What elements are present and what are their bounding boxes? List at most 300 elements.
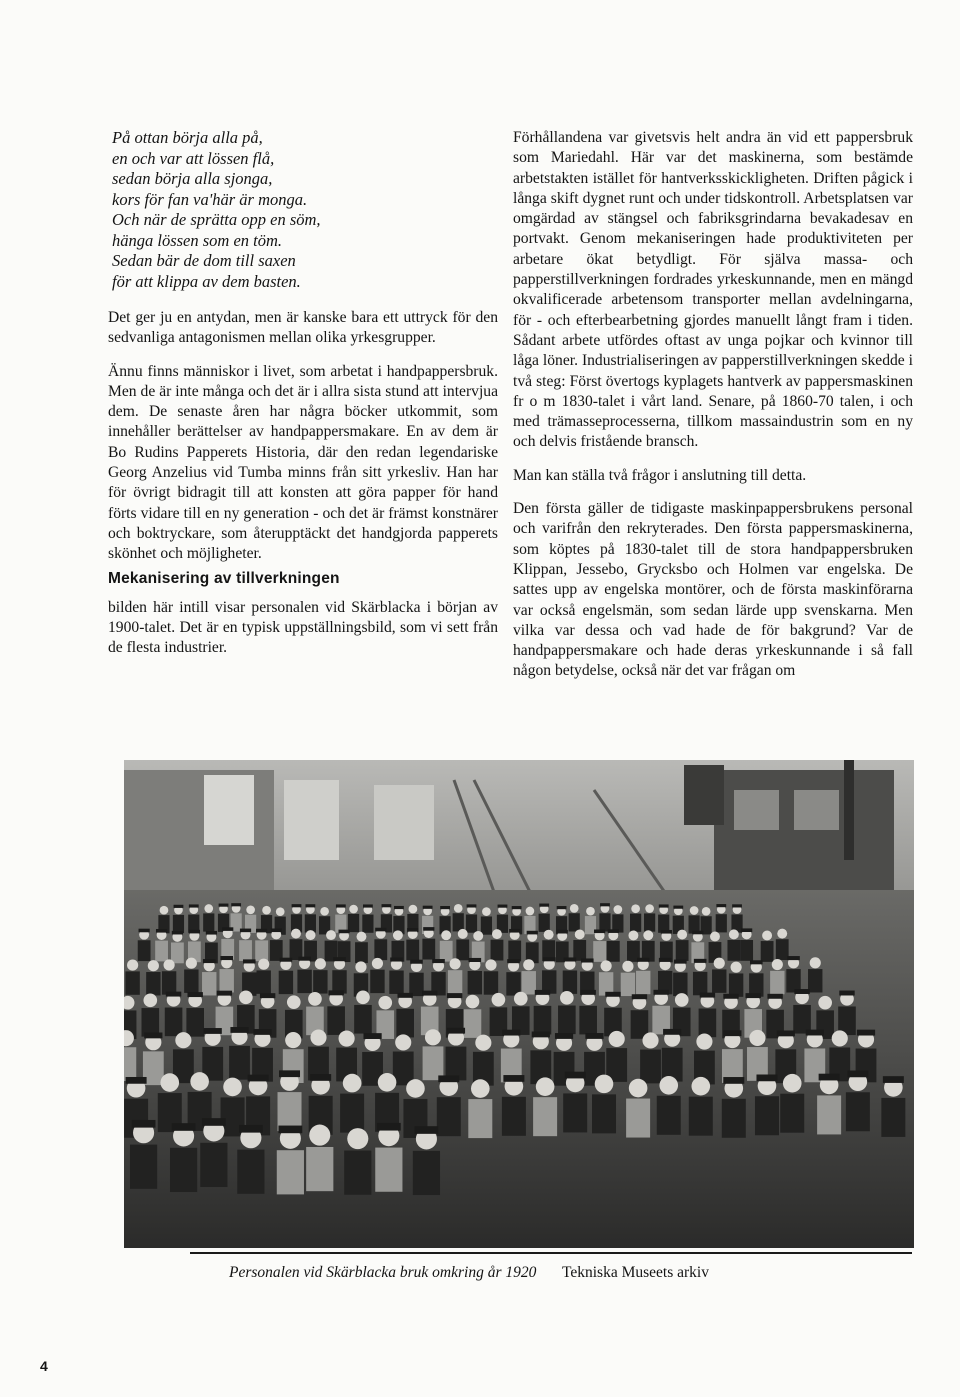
person-cap — [661, 930, 672, 934]
person-body — [202, 972, 216, 995]
body-paragraph: bilden här intill visar personalen vid Skärblacka i början av 1900-talet. Det är en typisk uppställningsbild, som vi sett från de flesta industrier. — [108, 598, 498, 657]
person-cap — [692, 931, 703, 935]
person-face — [357, 932, 367, 942]
person-cap — [700, 993, 715, 998]
person-body — [130, 1145, 157, 1189]
person-face — [425, 1029, 441, 1045]
person-cap — [750, 960, 763, 964]
person-cap — [280, 958, 293, 962]
person-cap — [581, 958, 594, 962]
person-face — [190, 1072, 209, 1091]
person-body — [533, 1097, 557, 1136]
person-face — [629, 1079, 648, 1098]
person-face — [441, 930, 451, 940]
person-cap — [172, 1123, 196, 1131]
person-cap — [382, 904, 392, 907]
person-face — [310, 1029, 326, 1045]
person-cap — [256, 929, 267, 933]
photo-caption — [229, 1264, 709, 1282]
person-face — [492, 993, 506, 1007]
person-face — [287, 995, 301, 1009]
person-face — [127, 960, 138, 971]
person-face — [315, 958, 326, 969]
person-body — [279, 971, 293, 994]
person-face — [262, 906, 271, 915]
person-body — [593, 941, 606, 962]
person-face — [160, 906, 169, 915]
person-cap — [206, 931, 217, 935]
person-cap — [144, 1032, 162, 1038]
person-body — [776, 939, 789, 960]
person-face — [731, 962, 742, 973]
person-face — [349, 905, 358, 914]
person-body — [491, 940, 504, 961]
person-cap — [172, 931, 183, 935]
person-cap — [467, 904, 477, 907]
person-cap — [527, 931, 538, 935]
person-cap — [305, 904, 315, 907]
person-face — [258, 959, 269, 970]
person-cap — [292, 904, 302, 907]
person-cap — [507, 959, 520, 963]
person-cap — [469, 958, 482, 962]
person-body — [184, 969, 198, 992]
person-body — [484, 971, 498, 994]
person-body — [446, 1047, 467, 1081]
left-column — [108, 128, 498, 672]
person-face — [148, 960, 159, 971]
person-body — [362, 915, 373, 933]
body-paragraph: Man kan ställa två frågor i anslutning till detta. — [513, 466, 807, 484]
person-cap — [174, 905, 184, 908]
person-face — [762, 930, 772, 940]
person-face — [514, 992, 528, 1006]
person-face — [485, 959, 496, 970]
poem-line: för att klippa av dem basten. — [112, 271, 301, 291]
person-body — [257, 970, 271, 993]
person-cap — [328, 990, 343, 995]
person-face — [406, 1079, 425, 1098]
person-cap — [756, 1075, 777, 1082]
person-cap — [271, 928, 282, 932]
person-cap — [397, 993, 412, 998]
body-paragraph: Den första gäller de tidigaste maskinpappersbrukens personal och varifrån den rekryterades. Den första pappersmaskinerna, som köptes på 1830-talet till de stora handpappersbruken Klippan, Jessebo, Grycksbo och Holmen var engelska. De sattes upp av engelska montörer, och de första maskinförarna var också engelsmän, som sedan lärde upp svenskarna. Men vilka var dessa och vad hade de för bakgrund? Var de handpappersmakare och hade deras yrkeskunnande i så fall någon betydelse, också när det var frågan om — [513, 500, 913, 680]
poem-line: Sedan bär de dom till saxen — [112, 251, 296, 270]
person-cap — [310, 1074, 331, 1081]
person-face — [691, 1077, 710, 1096]
caption-rule — [190, 1252, 912, 1254]
person-face — [343, 1074, 362, 1093]
person-cap — [637, 958, 650, 962]
person-face — [393, 930, 403, 940]
person-face — [523, 959, 534, 970]
person-cap — [673, 906, 683, 909]
person-cap — [557, 930, 568, 934]
person-body — [453, 913, 464, 931]
person-body — [786, 969, 800, 992]
person-cap — [166, 992, 181, 997]
person-face — [473, 931, 483, 941]
person-body — [599, 913, 610, 931]
poem-stanza-1 — [112, 128, 498, 210]
right-column — [513, 128, 913, 695]
person-body — [124, 1047, 136, 1081]
person-body — [162, 971, 176, 994]
person-cap — [608, 929, 619, 933]
person-face — [586, 907, 595, 916]
page-number: 4 — [40, 1358, 48, 1374]
person-face — [285, 1032, 301, 1048]
person-cap — [187, 992, 202, 997]
person-cap — [663, 1029, 681, 1035]
person-cap — [438, 1075, 459, 1082]
group-photograph — [124, 760, 914, 1248]
person-body — [464, 1009, 482, 1038]
body-paragraph: Ännu finns människor i livet, som arbetat i handpappersbruk. Men de är inte många och det är i allra sista stund att intervjua dem. De senaste åren har några böcker utkommit, som innehåller berättelser av handpappersmakare. En av dem är Bo Rudins Papperets Historia, där den redan legendariske Georg Anzelius vid Tumba minns från sitt yrkesliv. Han har för övrigt bidragit till att konsten att göra papper för hand förts vidare till en ny generation - och det är främst konstnärer och boktryckare, som återupptäckt det handgjorda papperets skönhet och möjligheter. — [108, 362, 498, 563]
person-body — [332, 970, 346, 993]
person-face — [783, 1074, 802, 1093]
person-body — [374, 939, 387, 960]
person-body — [761, 941, 774, 962]
person-cap — [231, 903, 241, 906]
person-cap — [189, 904, 199, 907]
person-face — [175, 1032, 191, 1048]
person-face — [475, 1035, 491, 1051]
person-cap — [407, 928, 418, 932]
person-face — [450, 958, 461, 969]
person-cap — [189, 930, 200, 934]
person-body — [569, 913, 580, 931]
person-cap — [819, 1074, 840, 1081]
person-cap — [564, 957, 577, 961]
person-body — [626, 1099, 650, 1138]
poem — [112, 128, 498, 292]
person-body — [466, 915, 477, 933]
person-body — [355, 942, 368, 963]
person-face — [622, 961, 633, 972]
person-body — [722, 1099, 746, 1138]
person-body — [229, 1046, 250, 1080]
person-body — [277, 1150, 304, 1194]
person-face — [306, 930, 316, 940]
person-cap — [219, 904, 229, 907]
person-cap — [543, 957, 556, 961]
person-cap — [230, 1027, 248, 1033]
person-cap — [203, 959, 216, 963]
person-cap — [394, 906, 404, 909]
person-cap — [674, 960, 687, 964]
person-body — [305, 914, 316, 932]
person-cap — [723, 994, 738, 999]
person-cap — [777, 1030, 795, 1036]
person-cap — [723, 1077, 744, 1084]
person-face — [372, 958, 383, 969]
person-face — [729, 929, 739, 939]
person-body — [203, 913, 214, 931]
person-body — [171, 942, 184, 963]
body-paragraph: Det ger ju en antydan, men är kanske bara ett uttryck för den sedvanliga antagonismen mellan olika yrkesgrupper. — [108, 309, 498, 347]
person-body — [506, 972, 520, 995]
person-cap — [745, 993, 760, 998]
person-body — [297, 970, 311, 993]
person-face — [482, 907, 491, 916]
person-face — [204, 904, 213, 913]
person-face — [544, 930, 554, 940]
person-cap — [694, 959, 707, 963]
person-cap — [217, 991, 232, 996]
person-body — [239, 940, 252, 961]
person-body — [313, 970, 327, 993]
person-face — [492, 929, 502, 939]
person-face — [276, 907, 285, 916]
poem-stanza-2 — [112, 210, 498, 292]
person-body — [186, 1008, 204, 1037]
person-body — [846, 1092, 870, 1131]
person-face — [326, 930, 336, 940]
person-body — [255, 940, 268, 961]
poem-line: en och var att lössen flå, — [112, 148, 275, 168]
person-cap — [555, 1033, 573, 1039]
person-face — [609, 1031, 625, 1047]
person-face — [818, 996, 832, 1010]
person-body — [592, 1094, 616, 1133]
person-face — [320, 907, 329, 916]
person-body — [770, 971, 784, 994]
person-face — [246, 905, 255, 914]
person-cap — [363, 1033, 381, 1039]
person-cap — [447, 993, 462, 998]
person-body — [396, 1009, 414, 1038]
person-body — [539, 914, 550, 932]
person-cap — [375, 928, 386, 932]
person-cap — [659, 904, 669, 907]
person-cap — [653, 990, 668, 995]
person-face — [536, 1077, 555, 1096]
person-cap — [132, 1120, 156, 1128]
person-body — [563, 970, 577, 993]
person-face — [702, 907, 711, 916]
person-body — [348, 914, 359, 932]
person-body — [468, 971, 482, 994]
person-body — [740, 940, 753, 961]
person-face — [378, 1073, 397, 1092]
person-face — [810, 957, 821, 968]
poem-line: Och när de sprätta opp en söm, — [112, 210, 321, 229]
person-body — [522, 971, 536, 994]
person-body — [502, 1097, 526, 1136]
person-cap — [202, 1118, 226, 1126]
person-body — [693, 972, 707, 995]
person-cap — [377, 1123, 401, 1131]
person-face — [471, 1079, 490, 1098]
poem-line: kors för fan va'här är monga. — [112, 189, 308, 209]
person-face — [772, 959, 783, 970]
person-body — [817, 1095, 841, 1134]
person-face — [659, 1076, 678, 1095]
person-body — [141, 1008, 159, 1037]
person-face — [601, 960, 612, 971]
person-cap — [600, 903, 610, 906]
person-cap — [204, 1028, 222, 1034]
person-body — [657, 1096, 681, 1135]
person-body — [716, 914, 727, 932]
person-body — [375, 1148, 402, 1192]
poem-line: På ottan börja alla på, — [112, 128, 263, 147]
person-cap — [794, 989, 809, 994]
person-body — [389, 971, 403, 994]
person-cap — [390, 957, 403, 961]
person-cap — [298, 957, 311, 961]
person-cap — [432, 959, 445, 963]
person-cap — [716, 904, 726, 907]
person-body — [808, 969, 822, 992]
person-body — [780, 1094, 804, 1133]
person-face — [777, 929, 787, 939]
person-face — [339, 1030, 355, 1046]
poem-line: hänga lössen som en töm. — [112, 230, 283, 250]
person-body — [644, 913, 655, 931]
person-cap — [532, 1032, 550, 1038]
person-cap — [239, 1125, 263, 1133]
person-body — [456, 939, 469, 960]
person-cap — [279, 1070, 300, 1077]
person-face — [223, 1078, 242, 1097]
person-body — [344, 1151, 371, 1195]
person-cap — [512, 906, 522, 909]
person-cap — [156, 929, 167, 933]
person-body — [699, 1009, 717, 1038]
person-face — [378, 996, 392, 1010]
caption-credit: Tekniska Museets arkiv — [561, 1264, 709, 1281]
person-body — [165, 1008, 183, 1037]
person-body — [558, 1006, 576, 1035]
person-body — [673, 973, 687, 996]
person-face — [714, 958, 725, 969]
person-face — [645, 904, 654, 913]
person-cap — [659, 958, 672, 962]
person-body — [508, 941, 521, 962]
person-cap — [535, 990, 550, 995]
person-body — [793, 1005, 811, 1034]
person-cap — [539, 904, 549, 907]
person-face — [560, 991, 574, 1005]
person-cap — [767, 994, 782, 999]
person-cap — [732, 904, 742, 907]
person-face — [595, 1075, 614, 1094]
person-body — [729, 973, 743, 996]
person-body — [173, 915, 184, 933]
person-cap — [220, 956, 233, 960]
person-face — [710, 931, 720, 941]
person-face — [570, 904, 579, 913]
person-body — [662, 1048, 683, 1082]
person-body — [440, 941, 453, 962]
person-cap — [222, 927, 233, 931]
person-body — [306, 1147, 333, 1191]
person-body — [437, 1097, 461, 1136]
person-body — [155, 941, 168, 962]
person-face — [347, 1128, 368, 1149]
person-body — [200, 1143, 227, 1187]
person-face — [631, 904, 640, 913]
person-body — [481, 916, 492, 934]
person-body — [563, 1093, 587, 1132]
person-face — [642, 1032, 658, 1048]
poem-line: sedan börja alla sjonga, — [112, 169, 273, 188]
person-body — [448, 970, 462, 993]
person-face — [186, 958, 197, 969]
person-body — [220, 969, 234, 992]
person-cap — [502, 1030, 520, 1036]
person-cap — [423, 906, 433, 909]
person-face — [454, 904, 463, 913]
person-cap — [509, 929, 520, 933]
person-cap — [363, 904, 373, 907]
person-body — [170, 1148, 197, 1192]
person-cap — [260, 993, 275, 998]
person-cap — [139, 929, 150, 933]
person-face — [356, 990, 370, 1004]
person-body — [579, 1006, 597, 1035]
person-cap — [605, 992, 620, 997]
person-body — [689, 1097, 713, 1136]
person-cap — [580, 990, 595, 995]
person-face — [143, 994, 157, 1008]
person-body — [755, 1096, 779, 1135]
person-body — [636, 971, 650, 994]
person-cap — [857, 1030, 875, 1036]
person-cap — [415, 1126, 439, 1134]
person-face — [309, 1125, 330, 1146]
person-face — [164, 959, 175, 970]
person-body — [327, 1006, 345, 1035]
person-body — [727, 940, 740, 961]
body-paragraph: Förhållandena var givetsvis helt andra än vid ett pappersbruk som Mariedahl. Här var det maskinerna, som bestämde arbetstakten istället för hantverksskickligheten. Driften pågick i långa skift dygnet runt och under tidskontroll. Arbetsplatsen var omgärdad av stängsel och fabriksgrindarna bevakadesav en portvakt. Genom mekaniseringen hade produktiviteten per arbetare ökat betydligt. För själva massa- och papperstillverkningen fordrades yrkeskunnande, men en mängd okvalificerade arbetensom transporter mellan avdelningarna, för - och efterbearbetning gjordes manuellt långt fram i tiden. Sådant arbete utfördes oftast av unga pojkar och kvinnor till låga löner. Industrialiseringen av papperstillverkningen skedde i två steg: Först övertogs kyplagets hantverk av pappersmaskinen fr o m 1830-talet i vårt land. Senare, på 1860-70 talen, i och med trämasseprocesserna, tillkom massaindustrin som en ny och delvis fristående bransch. — [513, 129, 913, 451]
person-face — [409, 905, 418, 914]
person-cap — [594, 929, 605, 933]
person-cap — [248, 1075, 269, 1082]
person-body — [409, 973, 423, 996]
person-body — [278, 1092, 302, 1131]
person-cap — [333, 957, 346, 961]
person-face — [160, 1073, 179, 1092]
person-cap — [338, 930, 349, 934]
person-cap — [723, 1030, 741, 1036]
person-face — [355, 961, 366, 972]
person-face — [614, 905, 623, 914]
person-cap — [447, 1028, 465, 1034]
person-body — [125, 971, 139, 994]
person-cap — [253, 1029, 271, 1035]
caption-text: Personalen vid Skärblacka bruk omkring år 1920 — [229, 1264, 537, 1281]
person-cap — [423, 927, 434, 931]
person-face — [690, 906, 699, 915]
person-cap — [440, 906, 450, 909]
person-face — [643, 930, 653, 940]
person-face — [628, 930, 638, 940]
person-cap — [565, 1072, 586, 1079]
person-body — [881, 1098, 905, 1137]
person-face — [832, 1030, 848, 1046]
person-body — [712, 969, 726, 992]
person-body — [413, 1151, 440, 1195]
person-cap — [557, 906, 567, 909]
person-body — [422, 939, 435, 960]
person-face — [291, 929, 301, 939]
person-body — [237, 1150, 264, 1194]
person-face — [395, 1034, 411, 1050]
person-cap — [498, 905, 508, 908]
